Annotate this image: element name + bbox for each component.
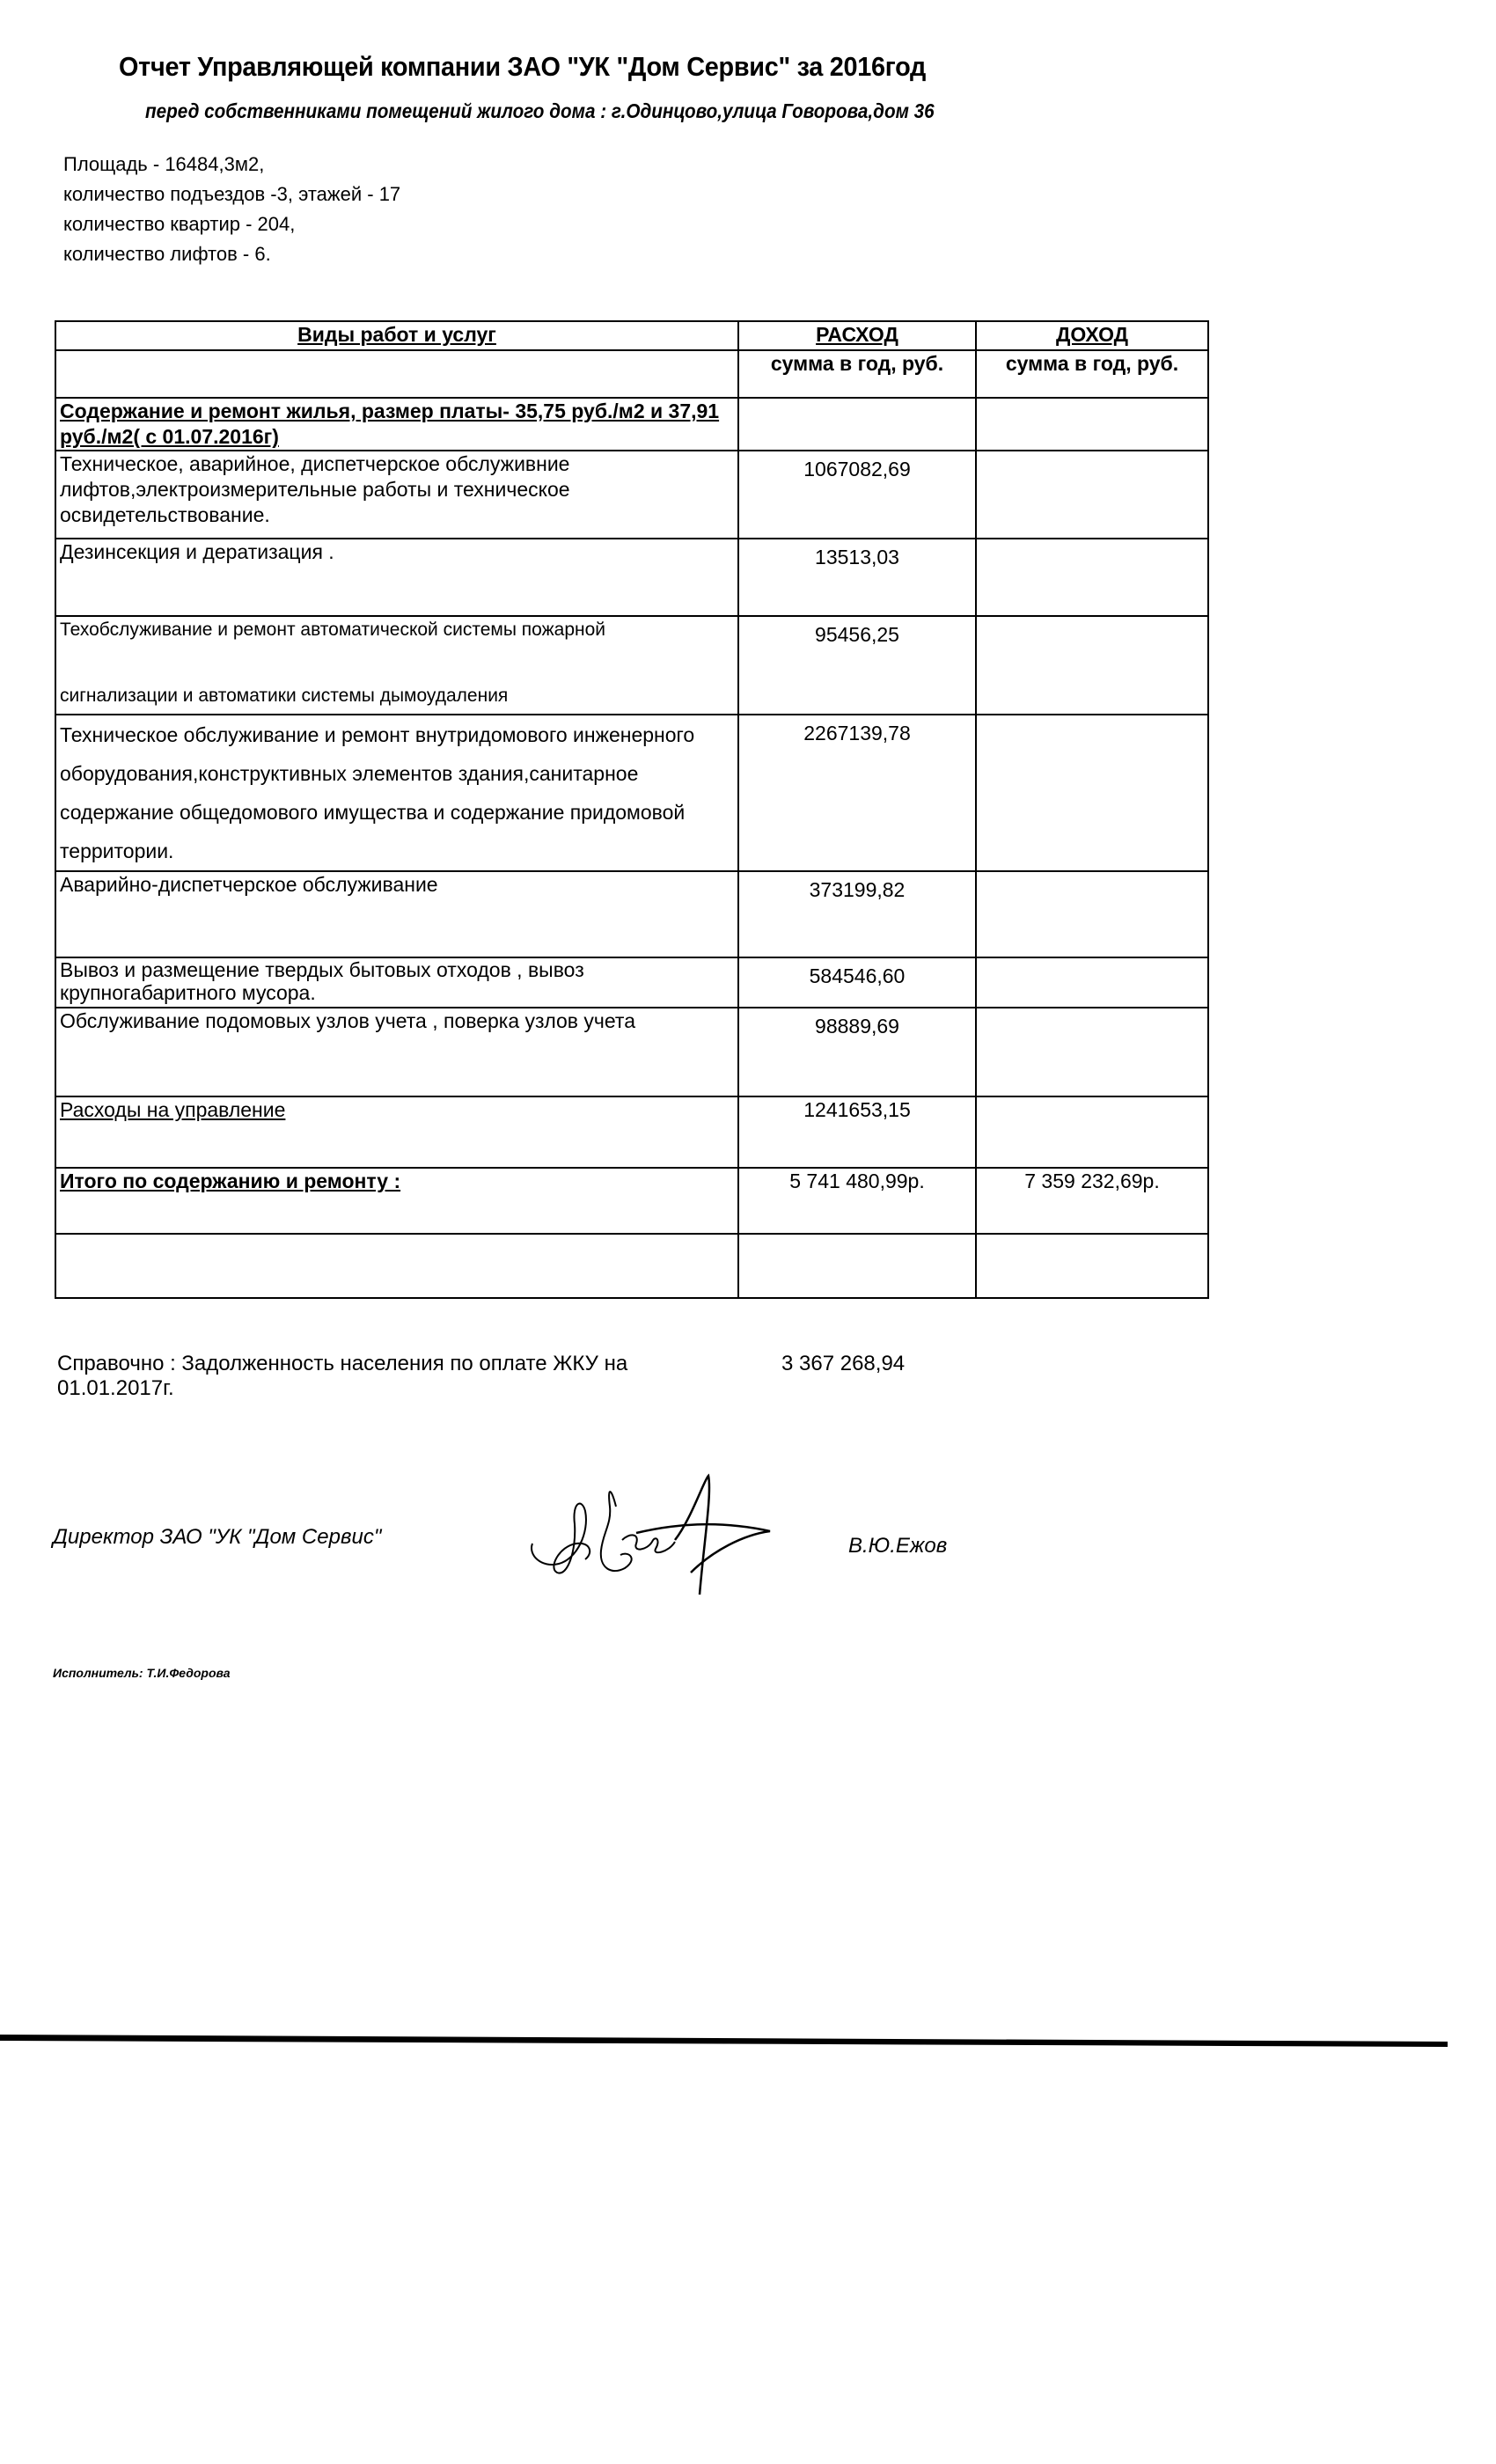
subheader-expense: сумма в год, руб. [738,350,976,398]
info-apartments: количество квартир - 204, [63,213,296,235]
empty-row [55,1234,1208,1298]
row-expense: 1067082,69 [738,451,976,539]
total-row [55,1168,1208,1234]
table-row [55,871,1208,957]
row-expense: 373199,82 [738,871,976,957]
row-service-name: Аварийно-диспетчерское обслуживание [55,871,738,957]
row-income [976,616,1208,715]
table-row [55,1096,1208,1168]
row-service-name: Дезинсекция и дератизация . [55,539,738,616]
table-row [55,539,1208,616]
executor: Исполнитель: Т.И.Федорова [53,1666,231,1680]
subheader-income: сумма в год, руб. [976,350,1208,398]
row-income [976,1008,1208,1096]
debt-reference-value: 3 367 268,94 [781,1352,906,1375]
row-expense: 98889,69 [738,1008,976,1096]
info-entrances-floors: количество подъездов -3, этажей - 17 [63,183,401,205]
section-title: Содержание и ремонт жилья, размер платы- 35,75 руб./м2 и 37,91 руб./м2( с 01.07.2016г) [55,398,738,451]
row-expense: 584546,60 [738,957,976,1008]
column-header-expense: РАСХОД [738,321,976,350]
scan-artifact-line [0,2035,1448,2047]
row-service-name: Обслуживание подомовых узлов учета , поверка узлов учета [55,1008,738,1096]
row-service-name: Вывоз и размещение твердых бытовых отходов , вывоз крупногабаритного мусора. [55,957,738,1008]
info-elevators: количество лифтов - 6. [63,243,271,265]
row-service-name: Расходы на управление [55,1096,738,1168]
info-area: Площадь - 16484,3м2, [63,153,265,175]
row-income [976,871,1208,957]
row-service-name [55,616,738,715]
table-header-row [55,321,1208,350]
row-service-name-line1: Техобслуживание и ремонт автоматической системы пожарной [60,620,606,640]
total-income: 7 359 232,69р. [976,1168,1208,1234]
row-income [976,451,1208,539]
table-row [55,1008,1208,1096]
column-header-income: ДОХОД [976,321,1208,350]
report-table [55,320,1209,1299]
row-service-name-line2: сигнализации и автоматики системы дымоудаления [60,686,509,706]
row-income [976,715,1208,871]
row-income [976,1096,1208,1168]
row-expense: 1241653,15 [738,1096,976,1168]
row-expense: 2267139,78 [738,715,976,871]
building-info [63,150,400,269]
column-header-services: Виды работ и услуг [55,321,738,350]
row-income [976,957,1208,1008]
table-row [55,715,1208,871]
total-label: Итого по содержанию и ремонту : [55,1168,738,1234]
report-subtitle: перед собственниками помещений жилого дома : г.Одинцово,улица Говорова,дом 36 [145,99,935,122]
handwritten-signature [524,1471,788,1603]
subheader-services [55,350,738,398]
total-expense: 5 741 480,99р. [738,1168,976,1234]
table-row [55,957,1208,1008]
director-name: В.Ю.Ежов [848,1534,948,1558]
row-expense: 95456,25 [738,616,976,715]
table-row [55,616,1208,715]
section-row [55,398,1208,451]
row-expense: 13513,03 [738,539,976,616]
table-row [55,451,1208,539]
row-service-name: Техническое, аварийное, диспетчерское обслуживние лифтов,электроизмерительные работы и техническое освидетельствование. [55,451,738,539]
debt-reference-label: Справочно : Задолженность населения по оплате ЖКУ на 01.01.2017г. [57,1352,628,1400]
director-position: Директор ЗАО "УК "Дом Сервис" [53,1525,382,1549]
row-income [976,539,1208,616]
table-subheader-row [55,350,1208,398]
row-service-name: Техническое обслуживание и ремонт внутридомового инженерного оборудования,конструктивных элементов здания,санитарное содержание общедомового имущества и содержание придомовой территории. [55,715,738,871]
report-title: Отчет Управляющей компании ЗАО "УК "Дом Сервис" за 2016год [119,51,927,82]
